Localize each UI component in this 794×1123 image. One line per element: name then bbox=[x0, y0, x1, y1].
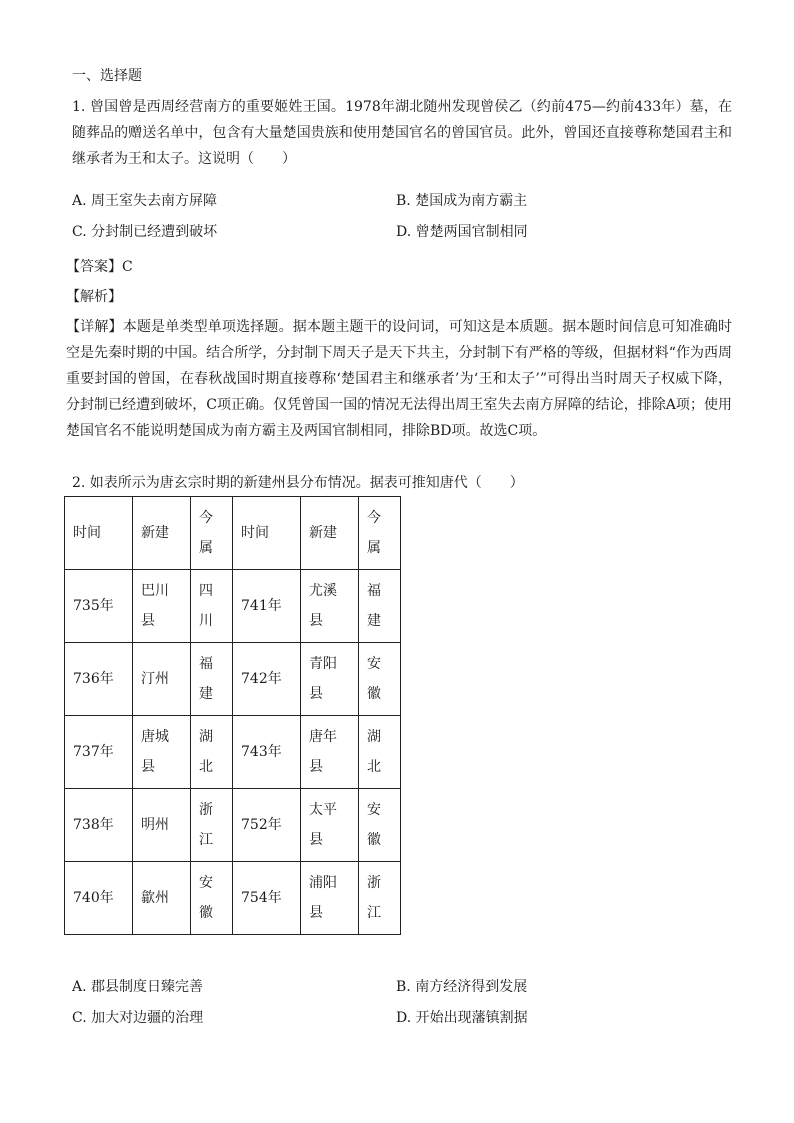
table-cell: 743年 bbox=[233, 716, 301, 789]
table-cell: 754年 bbox=[233, 862, 301, 935]
table-cell: 736年 bbox=[65, 643, 133, 716]
table-cell: 福建 bbox=[191, 643, 233, 716]
q1-option-c: C. 分封制已经遭到破坏 bbox=[72, 224, 218, 240]
table-cell: 737年 bbox=[65, 716, 133, 789]
table-row bbox=[65, 643, 401, 716]
table-header-cell: 新建 bbox=[301, 497, 359, 570]
table-cell: 巴川县 bbox=[133, 570, 191, 643]
table-cell: 740年 bbox=[65, 862, 133, 935]
table-cell: 742年 bbox=[233, 643, 301, 716]
table-cell: 安徽 bbox=[359, 789, 401, 862]
table-header-cell: 今属 bbox=[359, 497, 401, 570]
q2-option-b: B. 南方经济得到发展 bbox=[396, 979, 528, 995]
table-cell: 汀州 bbox=[133, 643, 191, 716]
section-title: 一、选择题 bbox=[72, 68, 142, 84]
table-cell: 青阳县 bbox=[301, 643, 359, 716]
q2-option-d: D. 开始出现藩镇割据 bbox=[396, 1010, 528, 1026]
analysis-text: 【详解】本题是单类型单项选择题。据本题主题干的设问词，可知这是本质题。据本题时间信息可知准确时空是先秦时期的中国。结合所学，分封制下周天子是天下共主，分封制下有严格的等级，但据材料“作为西周重要封国的曾国，在春秋战国时期直接尊称‘楚国君主和继承者’为‘王和太子’”可得出当时周天子权威下降，分封制已经遭到破坏，C项正确。仅凭曾国一国的情况无法得出周王室失去南方屏障的结论，排除A项；使用楚国官名不能说明楚国成为南方霸主及两国官制相同，排除BD项。故选C项。 bbox=[66, 319, 732, 439]
table-header-cell: 时间 bbox=[65, 497, 133, 570]
table-cell: 安徽 bbox=[191, 862, 233, 935]
table-cell: 唐城县 bbox=[133, 716, 191, 789]
table-cell: 湖北 bbox=[359, 716, 401, 789]
table-header-cell: 时间 bbox=[233, 497, 301, 570]
county-table bbox=[64, 496, 401, 935]
table-cell: 湖北 bbox=[191, 716, 233, 789]
question-2-stem: 2. 如表所示为唐玄宗时期的新建州县分布情况。据表可推知唐代（ ） bbox=[72, 475, 524, 491]
table-cell: 太平县 bbox=[301, 789, 359, 862]
q2-option-a: A. 郡县制度日臻完善 bbox=[72, 979, 204, 995]
table-cell: 尤溪县 bbox=[301, 570, 359, 643]
table-row bbox=[65, 862, 401, 935]
q1-option-a: A. 周王室失去南方屏障 bbox=[72, 193, 218, 209]
table-cell: 四川 bbox=[191, 570, 233, 643]
table-header-row bbox=[65, 497, 401, 570]
table-cell: 741年 bbox=[233, 570, 301, 643]
table-cell: 浦阳县 bbox=[301, 862, 359, 935]
q1-option-d: D. 曾楚两国官制相同 bbox=[396, 224, 528, 240]
table-row bbox=[65, 570, 401, 643]
analysis-tag: 【解析】 bbox=[66, 289, 122, 305]
table-row bbox=[65, 789, 401, 862]
table-cell: 735年 bbox=[65, 570, 133, 643]
table-cell: 浙江 bbox=[359, 862, 401, 935]
table-header-cell: 今属 bbox=[191, 497, 233, 570]
table-cell: 歙州 bbox=[133, 862, 191, 935]
table-cell: 福建 bbox=[359, 570, 401, 643]
q1-option-b: B. 楚国成为南方霸主 bbox=[396, 193, 528, 209]
table-cell: 明州 bbox=[133, 789, 191, 862]
table-cell: 738年 bbox=[65, 789, 133, 862]
table-cell: 安徽 bbox=[359, 643, 401, 716]
question-1-stem: 1. 曾国曾是西周经营南方的重要姬姓王国。1978年湖北随州发现曾侯乙（约前475—约前433年）墓，在随葬品的赠送名单中，包含有大量楚国贵族和使用楚国官名的曾国官员。此外，曾国还直接尊称楚国君主和继承者为王和太子。这说明（ ） bbox=[72, 99, 732, 167]
table-cell: 唐年县 bbox=[301, 716, 359, 789]
q2-option-c: C. 加大对边疆的治理 bbox=[72, 1010, 204, 1026]
table-cell: 752年 bbox=[233, 789, 301, 862]
table-row bbox=[65, 716, 401, 789]
table-header-cell: 新建 bbox=[133, 497, 191, 570]
answer-tag: 【答案】C bbox=[66, 259, 133, 275]
table-cell: 浙江 bbox=[191, 789, 233, 862]
